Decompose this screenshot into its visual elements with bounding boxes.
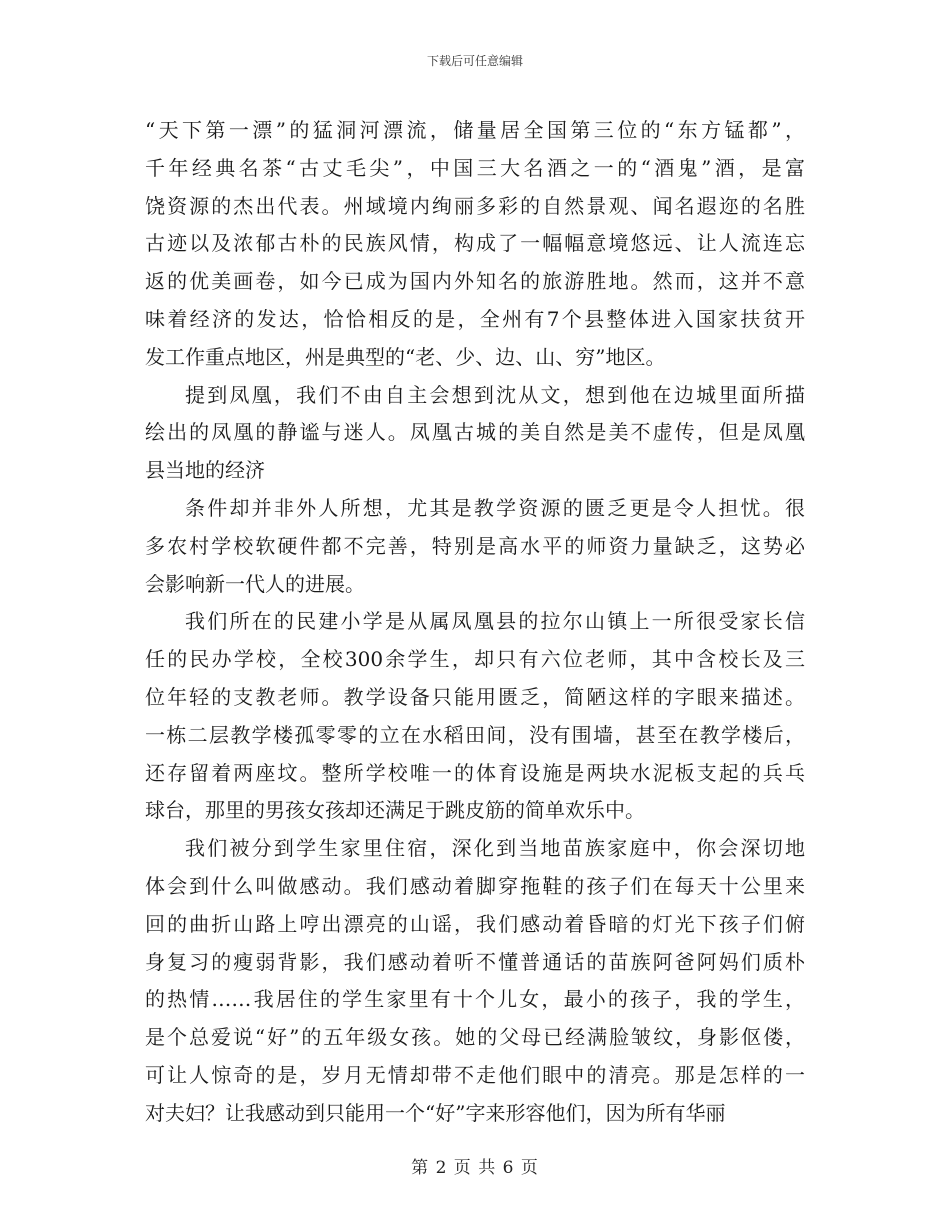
text-line: 对夫妇？让我感动到只能用一个“好”字来形容他们，因为所有华丽 bbox=[145, 1100, 726, 1125]
text-line: 条件却并非外人所想，尤其是教学资源的匮乏更是令人担忧。很 bbox=[185, 495, 805, 520]
text-line: 的热情……我居住的学生家里有十个儿女，最小的孩子，我的学生， bbox=[145, 987, 805, 1012]
text-line: 可让人惊奇的是，岁月无情却带不走他们眼中的清亮。那是怎样的一 bbox=[145, 1062, 805, 1087]
text-line: 位年轻的支教老师。教学设备只能用匮乏，简陋这样的字眼来描述。 bbox=[145, 684, 805, 709]
text-line: 返的优美画卷，如今已成为国内外知名的旅游胜地。然而，这并不意 bbox=[145, 269, 805, 294]
text-line: 我们被分到学生家里住宿，深化到当地苗族家庭中，你会深切地 bbox=[185, 836, 805, 861]
text-line: 我们所在的民建小学是从属凤凰县的拉尔山镇上一所很受家长信 bbox=[185, 609, 805, 634]
document-body bbox=[145, 112, 805, 1133]
text-line: 任的民办学校，全校300余学生，却只有六位老师，其中含校长及三 bbox=[145, 647, 805, 672]
text-line: 多农村学校软硬件都不完善，特别是高水平的师资力量缺乏，这势必 bbox=[145, 533, 805, 558]
text-line: 古迹以及浓郁古朴的民族风情，构成了一幅幅意境悠远、让人流连忘 bbox=[145, 231, 805, 256]
text-line: 绘出的凤凰的静谧与迷人。凤凰古城的美自然是美不虚传，但是凤凰 bbox=[145, 420, 805, 445]
text-line: 身复习的瘦弱背影，我们感动着听不懂普通话的苗族阿爸阿妈们质朴 bbox=[145, 949, 805, 974]
text-line: 还存留着两座坟。整所学校唯一的体育设施是两块水泥板支起的兵乓 bbox=[145, 760, 805, 785]
text-line: 一栋二层教学楼孤零零的立在水稻田间，没有围墙，甚至在教学楼后， bbox=[145, 722, 805, 747]
text-line: 县当地的经济 bbox=[145, 458, 265, 483]
text-line: 体会到什么叫做感动。我们感动着脚穿拖鞋的孩子们在每天十公里来 bbox=[145, 873, 805, 898]
page-header-note: 下载后可任意编辑 bbox=[426, 54, 523, 68]
text-line: 是个总爱说“好”的五年级女孩。她的父母已经满脸皱纹，身影伛偻， bbox=[145, 1025, 805, 1050]
text-line: “天下第一漂”的猛洞河漂流，储量居全国第三位的“东方锰都”， bbox=[145, 118, 805, 142]
text-line: 球台，那里的男孩女孩却还满足于跳皮筋的简单欢乐中。 bbox=[145, 798, 645, 823]
text-line: 会影响新一代人的进展。 bbox=[145, 571, 365, 596]
text-line: 发工作重点地区，州是典型的“老、少、边、山、穷”地区。 bbox=[145, 344, 666, 369]
text-line: 回的曲折山路上哼出漂亮的山谣，我们感动着昏暗的灯光下孩子们俯 bbox=[145, 911, 805, 936]
text-line: 饶资源的杰出代表。州域境内绚丽多彩的自然景观、闻名遐迩的名胜 bbox=[145, 193, 805, 218]
text-line: 味着经济的发达，恰恰相反的是，全州有7个县整体进入国家扶贫开 bbox=[145, 306, 805, 331]
text-line: 千年经典名茶“古丈毛尖”，中国三大名酒之一的“酒鬼”酒，是富 bbox=[145, 155, 805, 180]
page-number-footer: 第 2 页 共 6 页 bbox=[411, 1158, 539, 1178]
text-line: 提到凤凰，我们不由自主会想到沈从文，想到他在边城里面所描 bbox=[185, 382, 805, 407]
